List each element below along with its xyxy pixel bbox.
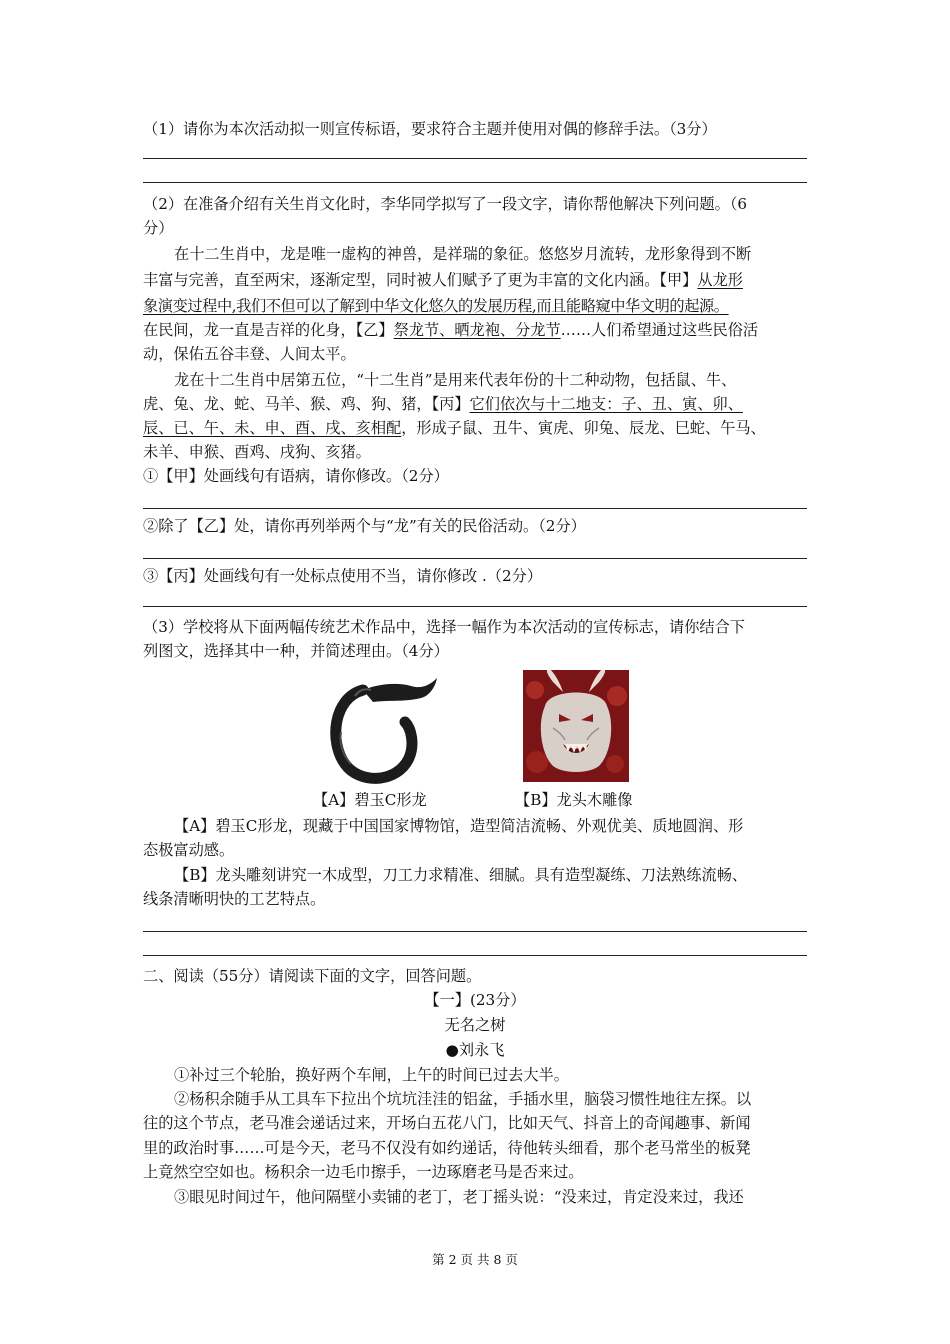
sub-question-3: ③【丙】处画线句有一处标点使用不当，请你修改 .（2分） <box>143 567 543 585</box>
passage-p1-line3 <box>143 294 807 318</box>
article-author: ●刘永飞 <box>445 1041 505 1059</box>
q3-prompt-line2: 列图文，选择其中一种，并简述理由。（4分） <box>143 642 449 660</box>
caption-a: 【A】碧玉C形龙 <box>313 791 427 809</box>
sub-question-2: ②除了【乙】处，请你再列举两个与“龙”有关的民俗活动。（2分） <box>143 517 586 535</box>
article-para1: ①补过三个轮胎，换好两个车闸，上午的时间已过去大半。 <box>174 1066 569 1084</box>
passage-p1-line4 <box>143 318 807 342</box>
underlined-sentence-bing: 辰、已、午、未、申、酉、戌、亥相配 <box>143 419 402 437</box>
jade-c-dragon-image <box>325 672 445 788</box>
passage-text: 在民间，龙一直是吉祥的化身，【乙】 <box>143 321 394 339</box>
article-para2-line4: 上竟然空空如也。杨积余一边毛巾擦手，一边琢磨老马是否来过。 <box>143 1163 584 1181</box>
q1-prompt: （1）请你为本次活动拟一则宣传标语，要求符合主题并使用对偶的修辞手法。（3分） <box>143 120 717 138</box>
underlined-text-yi: 祭龙节、晒龙袍、分龙节 <box>393 321 561 339</box>
passage-text: ，形成子鼠、丑牛、寅虎、卯兔、辰龙、巳蛇、午马、 <box>401 419 766 437</box>
answer-line <box>143 558 807 559</box>
underlined-sentence-bing: 它们依次与十二地支：子、丑、寅、卯、 <box>469 395 743 413</box>
sub-question-1: ①【甲】处画线句有语病，请你修改。（2分） <box>143 467 449 485</box>
answer-line <box>143 955 807 956</box>
article-para2-line2: 往的这个节点，老马准会递话过来，开场白五花八门，比如天气、抖音上的奇闻趣事、新闻 <box>143 1114 751 1132</box>
passage-p2-line1: 龙在十二生肖中居第五位，“十二生肖”是用来代表年份的十二种动物，包括鼠、牛、 <box>174 371 737 389</box>
q2-prompt-line1: （2）在准备介绍有关生肖文化时，李华同学拟写了一段文字，请你帮他解决下列问题。（6 <box>143 195 748 213</box>
desc-b-line2: 线条清晰明快的工艺特点。 <box>143 890 326 908</box>
page-footer: 第 2 页 共 8 页 <box>432 1252 518 1267</box>
answer-line <box>143 182 807 183</box>
caption-b: 【B】龙头木雕像 <box>515 791 633 809</box>
underlined-sentence-jia: 从龙形 <box>697 271 743 289</box>
dot-mark: • <box>372 773 376 780</box>
passage-p2-line2 <box>143 392 807 416</box>
passage-p1-line5: 动，保佑五谷丰登、人间太平。 <box>143 345 356 363</box>
q2-prompt-line2: 分） <box>143 219 174 237</box>
desc-b-line1: 【B】龙头雕刻讲究一木成型，刀工力求精准、细腻。具有造型凝练、刀法熟练流畅、 <box>174 866 748 884</box>
passage-text: 虎、兔、龙、蛇、马羊、猴、鸡、狗、猪，【丙】 <box>143 395 470 413</box>
answer-line <box>143 931 807 932</box>
passage-text: ……人们希望通过这些民俗活 <box>560 321 759 339</box>
article-para2-line3: 里的政治时事……可是今天，老马不仅没有如约递话，待他转头细看，那个老马常坐的板凳 <box>143 1139 751 1157</box>
reading-heading: 二、阅读（55分）请阅读下面的文字，回答问题。 <box>143 967 482 985</box>
article-para2-line1: ②杨积余随手从工具车下拉出个坑坑洼洼的铝盆，手插水里，脑袋习惯性地往左探。以 <box>174 1090 752 1108</box>
passage-p2-line3 <box>143 416 807 440</box>
desc-a-line1: 【A】碧玉C形龙，现藏于中国国家博物馆，造型简洁流畅、外观优美、质地圆润、形 <box>174 817 744 835</box>
underlined-sentence-jia: 象演变过程中,我们不但可以了解到中华文化悠久的发展历程,而且能略窥中华文明的起源。 <box>143 297 729 315</box>
reading-section-label: 【一】(23分） <box>424 991 526 1009</box>
article-para3-line1: ③眼见时间过午，他问隔壁小卖铺的老丁，老丁摇头说：“没来过，肯定没来过，我还 <box>174 1188 744 1206</box>
passage-text: 丰富与完善，直至两宋，逐渐定型，同时被人们赋予了更为丰富的文化内涵。【甲】 <box>143 271 698 289</box>
passage-p1-line1: 在十二生肖中，龙是唯一虚构的神兽，是祥瑞的象征。悠悠岁月流转，龙形象得到不断 <box>174 245 752 263</box>
answer-line <box>143 508 807 509</box>
dragon-head-carving-image <box>523 670 629 782</box>
desc-a-line2: 态极富动感。 <box>143 841 235 859</box>
answer-line <box>143 606 807 607</box>
q3-prompt-line1: （3）学校将从下面两幅传统艺术作品中，选择一幅作为本次活动的宣传标志，请你结合下 <box>143 618 745 636</box>
answer-line <box>143 158 807 159</box>
article-title: 无名之树 <box>444 1016 506 1034</box>
passage-p2-line4: 未羊、申猴、酉鸡、戌狗、亥猪。 <box>143 443 371 461</box>
passage-p1-line2 <box>143 268 807 292</box>
